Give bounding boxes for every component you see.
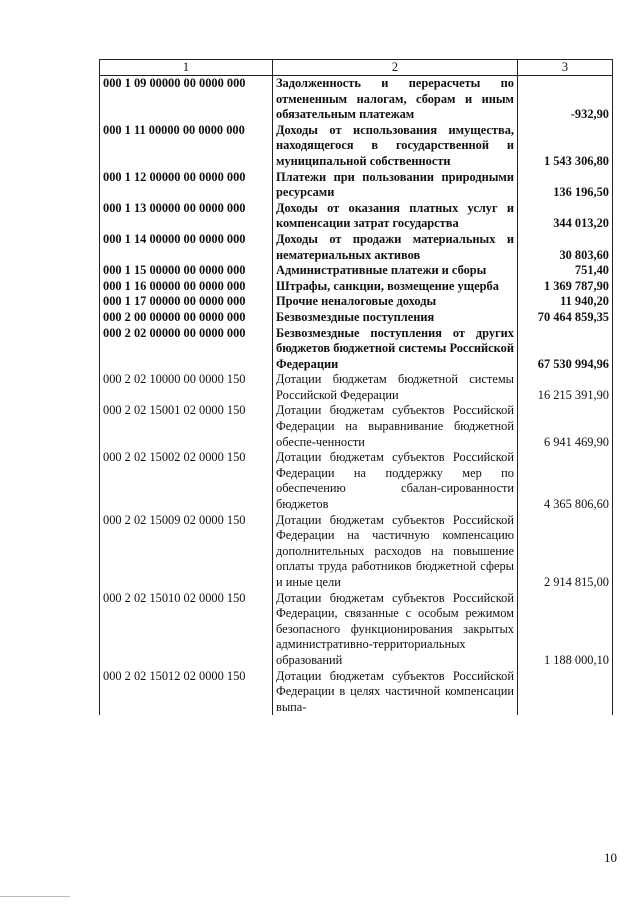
row-amount-cell: -932,90 <box>518 76 613 123</box>
table-row <box>100 76 613 123</box>
table-row <box>100 513 613 591</box>
row-amount-cell: 6 941 469,90 <box>518 403 613 450</box>
table-row <box>100 170 613 201</box>
row-description-cell: Дотации бюджетам субъектов Российской Федерации, связанные с особым режимом безопасного функционирования закрытых административно-территориальных образований <box>273 591 518 669</box>
scan-edge-line <box>0 896 70 897</box>
row-description-cell: Платежи при пользовании природными ресурсами <box>273 170 518 201</box>
row-code-cell: 000 2 02 15012 02 0000 150 <box>100 669 273 716</box>
row-description-cell: Штрафы, санкции, возмещение ущерба <box>273 279 518 295</box>
row-description-cell: Безвозмездные поступления от других бюджетов бюджетной системы Российской Федерации <box>273 326 518 373</box>
row-description-cell: Доходы от оказания платных услуг и компенсации затрат государства <box>273 201 518 232</box>
table-header-row <box>100 60 613 76</box>
column-header: 2 <box>273 60 518 76</box>
table-row <box>100 372 613 403</box>
row-amount-cell: 16 215 391,90 <box>518 372 613 403</box>
row-code-cell: 000 2 02 00000 00 0000 000 <box>100 326 273 373</box>
row-code-cell: 000 1 14 00000 00 0000 000 <box>100 232 273 263</box>
row-code-cell: 000 2 00 00000 00 0000 000 <box>100 310 273 326</box>
row-amount-cell: 2 914 815,00 <box>518 513 613 591</box>
row-code-cell: 000 1 13 00000 00 0000 000 <box>100 201 273 232</box>
row-description-cell: Безвозмездные поступления <box>273 310 518 326</box>
row-description-cell: Административные платежи и сборы <box>273 263 518 279</box>
row-amount-cell: 344 013,20 <box>518 201 613 232</box>
row-code-cell: 000 2 02 15001 02 0000 150 <box>100 403 273 450</box>
row-amount-cell: 67 530 994,96 <box>518 326 613 373</box>
row-code-cell: 000 1 17 00000 00 0000 000 <box>100 294 273 310</box>
row-amount-cell: 751,40 <box>518 263 613 279</box>
row-amount-cell: 30 803,60 <box>518 232 613 263</box>
table-row <box>100 450 613 512</box>
table-row <box>100 232 613 263</box>
row-code-cell: 000 2 02 15009 02 0000 150 <box>100 513 273 591</box>
table-row <box>100 201 613 232</box>
table-row <box>100 263 613 279</box>
row-amount-cell: 1 543 306,80 <box>518 123 613 170</box>
table-row <box>100 591 613 669</box>
row-code-cell: 000 1 12 00000 00 0000 000 <box>100 170 273 201</box>
row-description-cell: Задолженность и перерасчеты по отмененным налогам, сборам и иным обязательным платежам <box>273 76 518 123</box>
row-description-cell: Доходы от продажи материальных и нематериальных активов <box>273 232 518 263</box>
row-description-cell: Доходы от использования имущества, находящегося в государственной и муниципальной собственности <box>273 123 518 170</box>
row-code-cell: 000 1 16 00000 00 0000 000 <box>100 279 273 295</box>
row-amount-cell: 1 188 000,10 <box>518 591 613 669</box>
page-number: 10 <box>604 850 617 865</box>
row-description-cell: Дотации бюджетам субъектов Российской Федерации на частичную компенсацию дополнительных расходов на повышение оплаты труда работников бюджетной сферы и иные цели <box>273 513 518 591</box>
row-code-cell: 000 1 11 00000 00 0000 000 <box>100 123 273 170</box>
row-description-cell: Дотации бюджетам субъектов Российской Федерации на выравнивание бюджетной обеспе-ченности <box>273 403 518 450</box>
row-amount-cell: 136 196,50 <box>518 170 613 201</box>
table-row <box>100 310 613 326</box>
row-amount-cell: 1 369 787,90 <box>518 279 613 295</box>
table-row <box>100 326 613 373</box>
row-description-cell: Дотации бюджетам субъектов Российской Федерации в целях частичной компенсации выпа- <box>273 669 518 716</box>
row-amount-cell <box>518 669 613 716</box>
row-description-cell: Дотации бюджетам субъектов Российской Федерации на поддержку мер по обеспечению сбалан-сированности бюджетов <box>273 450 518 512</box>
table-row <box>100 123 613 170</box>
row-description-cell: Прочие неналоговые доходы <box>273 294 518 310</box>
column-header: 3 <box>518 60 613 76</box>
row-amount-cell: 70 464 859,35 <box>518 310 613 326</box>
table-row <box>100 279 613 295</box>
table-row <box>100 294 613 310</box>
row-code-cell: 000 2 02 15010 02 0000 150 <box>100 591 273 669</box>
row-code-cell: 000 1 15 00000 00 0000 000 <box>100 263 273 279</box>
row-amount-cell: 4 365 806,60 <box>518 450 613 512</box>
row-amount-cell: 11 940,20 <box>518 294 613 310</box>
revenue-table <box>99 59 613 715</box>
row-code-cell: 000 1 09 00000 00 0000 000 <box>100 76 273 123</box>
table-row <box>100 403 613 450</box>
row-code-cell: 000 2 02 10000 00 0000 150 <box>100 372 273 403</box>
row-code-cell: 000 2 02 15002 02 0000 150 <box>100 450 273 512</box>
column-header: 1 <box>100 60 273 76</box>
row-description-cell: Дотации бюджетам бюджетной системы Российской Федерации <box>273 372 518 403</box>
table-row <box>100 669 613 716</box>
